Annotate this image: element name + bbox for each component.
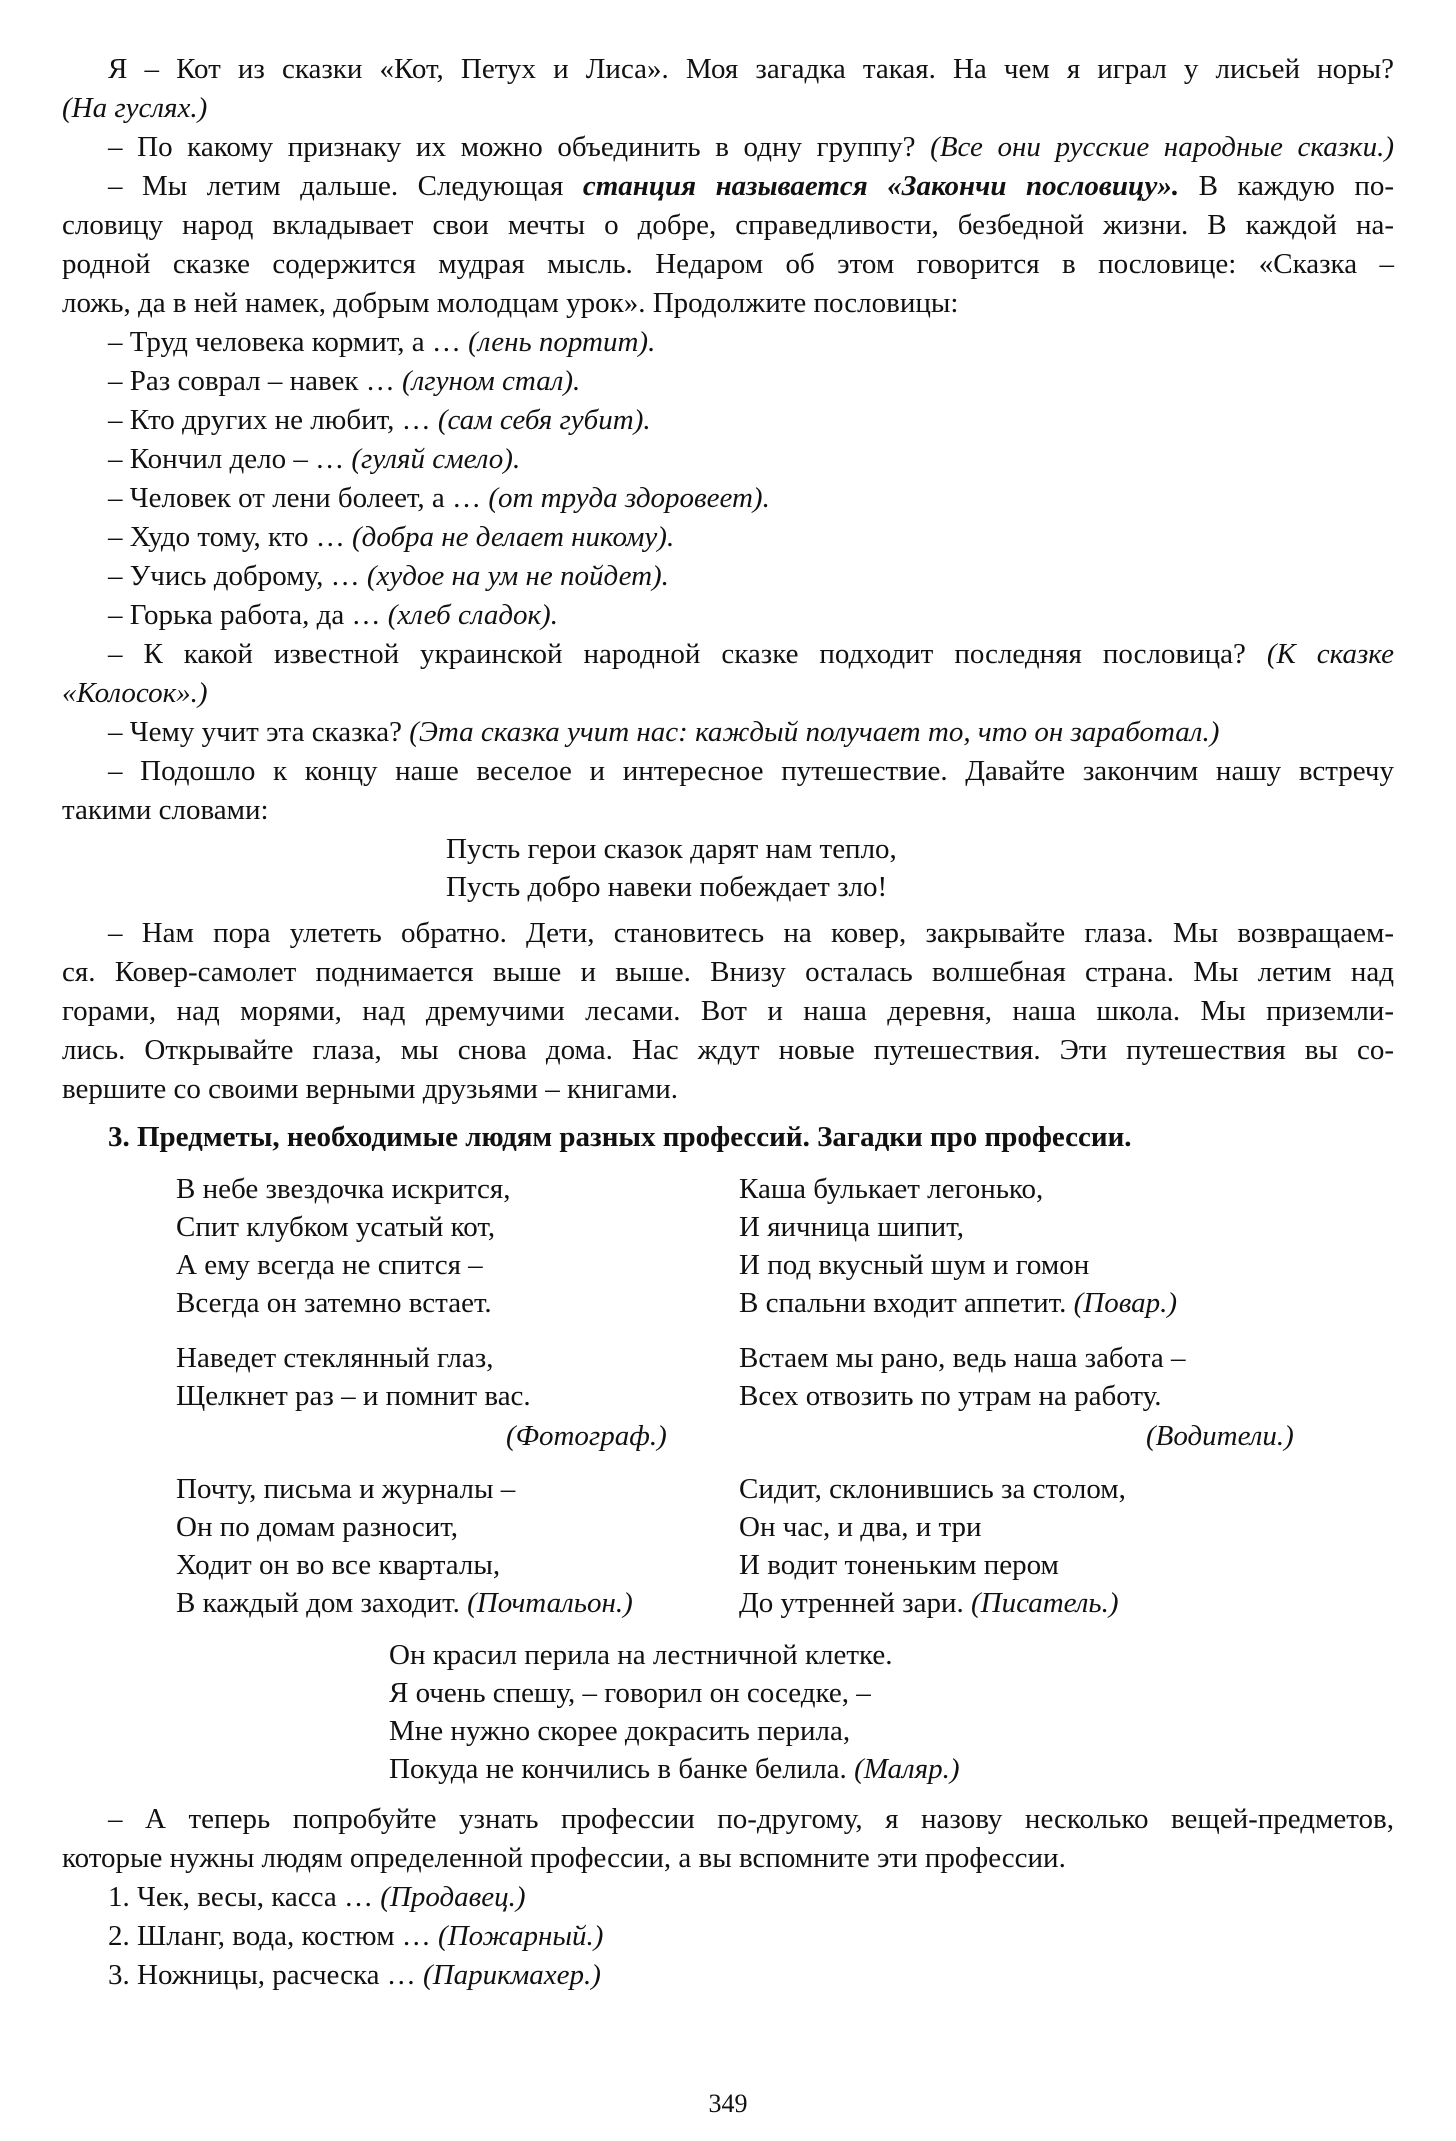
proverb-answer: (от труда здоровеет). (488, 482, 770, 514)
cat-riddle-text: Я – Кот из сказки «Кот, Петух и Лиса». Моя загадка такая. На чем я играл у лисьей норы? (108, 53, 1394, 85)
riddle-photographer (176, 1339, 531, 1415)
riddle-line: Щелкнет раз – и помнит вас. (176, 1380, 531, 1412)
proverb-item (62, 362, 1394, 401)
riddle-line (389, 1750, 960, 1788)
cat-riddle-answer-line (62, 89, 1394, 128)
objects-intro-line2: которые нужны людям определенной профессии, а вы вспомните эти профессии. (62, 1842, 1066, 1874)
return-line: ся. Ковер-самолет поднимается выше и выше. Внизу осталась волшебная страна. Мы летим над (62, 956, 1394, 988)
riddle-line: И водит тоненьким пером (739, 1549, 1059, 1581)
objects-item-answer: (Пожарный.) (438, 1920, 604, 1952)
proverb-answer: (худое на ум не пойдет). (366, 560, 669, 592)
riddle-line: Он красил перила на лестничной клетке. (389, 1639, 893, 1671)
closing-paragraph (62, 752, 1394, 791)
objects-item-text: 3. Ножницы, расческа … (108, 1959, 416, 1991)
proverb-item (62, 440, 1394, 479)
closing-line1: – Подошло к концу наше веселое и интересное путешествие. Давайте закончим нашу встречу (108, 755, 1394, 787)
proverb-text: – Человек от лени болеет, а … (108, 482, 482, 514)
proverb-list (62, 323, 1394, 635)
riddle-line: Спит клубком усатый кот, (176, 1211, 496, 1243)
proverb-text: – Худо тому, кто … (108, 521, 345, 553)
teach-paragraph (62, 713, 1394, 752)
riddle-answer: (Маляр.) (854, 1753, 960, 1785)
station-prefix: – Мы летим дальше. Следующая (108, 170, 564, 202)
objects-item-answer: (Продавец.) (380, 1881, 526, 1913)
proverb-text: – Раз соврал – навек … (108, 365, 395, 397)
riddle-line: Каша булькает легонько, (739, 1173, 1044, 1205)
group-question: – По какому признаку их можно объединить в одну группу? (108, 131, 916, 163)
return-line: вершите со своими верными друзьями – книгами. (62, 1073, 678, 1105)
riddle-painter (389, 1636, 960, 1788)
riddle-line: А ему всегда не спится – (176, 1249, 483, 1281)
closing-line2-block (62, 791, 1394, 830)
riddle-postman (176, 1470, 633, 1622)
objects-item (62, 1956, 1394, 1995)
objects-intro-line1: – А теперь попробуйте узнать профессии по-другому, я назову несколько вещей-предметов, (108, 1803, 1394, 1835)
riddle-line: Ходит он во все кварталы, (176, 1549, 501, 1581)
objects-item-text: 2. Шланг, вода, костюм … (108, 1920, 431, 1952)
return-paragraph (62, 914, 1394, 953)
riddle-line: И под вкусный шум и гомон (739, 1249, 1090, 1281)
riddle-answer: (Повар.) (1073, 1287, 1178, 1319)
verse-line: Пусть герои сказок дарят нам тепло, (446, 833, 897, 865)
riddle-last-line: В спальни входит аппетит. (739, 1287, 1067, 1319)
riddle-line: Встаем мы рано, ведь наша забота – (739, 1342, 1186, 1374)
return-line: – Нам пора улететь обратно. Дети, становитесь на ковер, закрывайте глаза. Мы возвращаем- (108, 917, 1394, 949)
closing-verse (446, 830, 897, 906)
proverb-answer: (сам себя губит). (437, 404, 651, 436)
teach-question: – Чему учит эта сказка? (108, 716, 402, 748)
station-line1-tail: В каждую по- (1198, 170, 1395, 202)
riddle-cook (739, 1170, 1177, 1322)
ukr-answer-line (62, 674, 1394, 713)
riddle-line: И яичница шипит, (739, 1211, 964, 1243)
riddle-line: Наведет стеклянный глаз, (176, 1342, 494, 1374)
station-line2-text: словицу народ вкладывает свои мечты о добре, справедливости, безбедной жизни. В каждой на- (62, 209, 1394, 241)
ukr-question: – К какой известной украинской народной сказке подходит последняя пословица? (108, 638, 1246, 670)
station-line4 (62, 284, 1394, 323)
page-number: 349 (708, 2089, 748, 2118)
riddle-answer: (Почтальон.) (467, 1587, 633, 1619)
section3-heading: 3. Предметы, необходимые людям разных профессий. Загадки про профессии. (108, 1121, 1132, 1153)
proverb-item (62, 323, 1394, 362)
proverb-answer: (гуляй смело). (351, 443, 521, 475)
riddle-line (176, 1584, 633, 1622)
riddle-line: Он час, и два, и три (739, 1511, 982, 1543)
riddle-line: Мне нужно скорее докрасить перила, (389, 1715, 851, 1747)
riddle-answer: (Писатель.) (970, 1587, 1119, 1619)
riddle-answer: (Водители.) (1146, 1420, 1294, 1452)
riddle-line: В небе звездочка искрится, (176, 1173, 511, 1205)
verse-line: Пусть добро навеки побеждает зло! (446, 871, 888, 903)
proverb-item (62, 596, 1394, 635)
proverb-answer: (лгуном стал). (402, 365, 581, 397)
station-line3-text: родной сказке содержится мудрая мысль. Недаром об этом говорится в пословице: «Сказка – (62, 248, 1394, 280)
group-answer: (Все они русские народные сказки.) (930, 131, 1395, 163)
riddle-line: Сидит, склонившись за столом, (739, 1473, 1126, 1505)
ukr-answer-end: «Колосок».) (62, 677, 208, 709)
proverb-item (62, 479, 1394, 518)
station-line3 (62, 245, 1394, 284)
proverb-text: – Труд человека кормит, а … (108, 326, 461, 358)
proverb-answer: (лень портит). (468, 326, 656, 358)
riddle-stars (176, 1170, 510, 1322)
proverb-text: – Кто других не любит, … (108, 404, 431, 436)
objects-paragraph (62, 1800, 1394, 1839)
objects-item (62, 1917, 1394, 1956)
proverb-text: – Кончил дело – … (108, 443, 345, 475)
return-line2-block (62, 953, 1394, 1109)
station-paragraph (62, 167, 1394, 206)
objects-item-answer: (Парикмахер.) (423, 1959, 601, 1991)
cat-riddle-paragraph (62, 50, 1394, 89)
proverb-item (62, 557, 1394, 596)
proverb-item (62, 518, 1394, 557)
teach-answer: (Эта сказка учит нас: каждый получает то, что он заработал.) (409, 716, 1220, 748)
cat-riddle-answer: (На гуслях.) (62, 92, 208, 124)
section-heading (62, 1118, 1394, 1157)
ukr-answer-start: (К сказке (1266, 638, 1395, 670)
return-line: лись. Открывайте глаза, мы снова дома. Нас ждут новые путешествия. Эти путешествия вы со- (62, 1034, 1394, 1066)
riddle-line: Всех отвозить по утрам на работу. (739, 1380, 1162, 1412)
proverb-text: – Горька работа, да … (108, 599, 381, 631)
closing-line2: такими словами: (62, 794, 269, 826)
objects-item (62, 1878, 1394, 1917)
riddle-last-line: В каждый дом заходит. (176, 1587, 460, 1619)
riddle-last-line: До утренней зари. (739, 1587, 964, 1619)
riddle-writer (739, 1470, 1126, 1622)
ukr-question-paragraph (62, 635, 1394, 674)
riddle-drivers (739, 1339, 1186, 1415)
riddle-line: Почту, письма и журналы – (176, 1473, 516, 1505)
proverb-answer: (хлеб сладок). (387, 599, 558, 631)
proverb-answer: (добра не делает никому). (352, 521, 675, 553)
riddle-line: Я очень спешу, – говорил он соседке, – (389, 1677, 871, 1709)
riddle-line (739, 1284, 1177, 1322)
station-name: станция называется «Закончи пословицу». (582, 170, 1180, 202)
riddle-line: Всегда он затемно встает. (176, 1287, 492, 1319)
proverb-text: – Учись доброму, … (108, 560, 360, 592)
group-question-paragraph (62, 128, 1394, 167)
riddle-answer: (Фотограф.) (506, 1420, 667, 1452)
station-line2 (62, 206, 1394, 245)
return-line: горами, над морями, над дремучими лесами. Вот и наша деревня, наша школа. Мы приземли- (62, 995, 1394, 1027)
proverb-item (62, 401, 1394, 440)
station-line4-text: ложь, да в ней намек, добрым молодцам урок». Продолжите пословицы: (62, 287, 959, 319)
objects-intro-line2-block (62, 1839, 1394, 1878)
riddle-last-line: Покуда не кончились в банке белила. (389, 1753, 847, 1785)
riddle-line (739, 1584, 1126, 1622)
riddle-line: Он по домам разносит, (176, 1511, 459, 1543)
objects-item-text: 1. Чек, весы, касса … (108, 1881, 374, 1913)
objects-list (62, 1878, 1394, 1995)
